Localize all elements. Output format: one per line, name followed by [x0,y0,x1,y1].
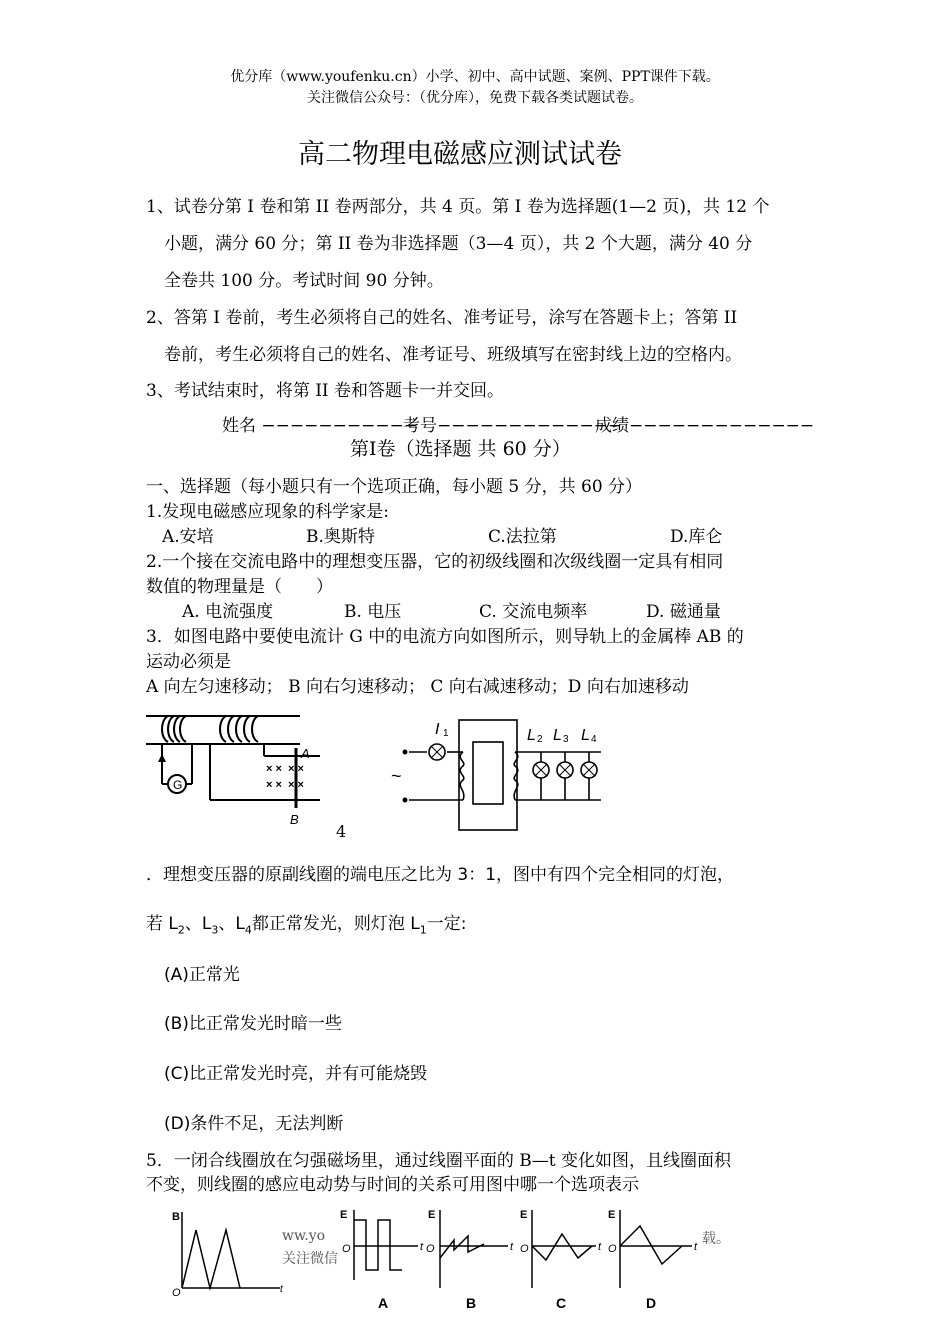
watermark-fragment: 关注微信 [282,1251,338,1267]
lamp-icon [557,762,573,778]
watermark-fragment: ww.yo [282,1228,326,1244]
score-field: 成绩−−−−−−−−−−−−− [595,416,815,436]
q3-options: A 向左匀速移动； B 向右匀速移动； C 向右减速移动；D 向右加速移动 [146,677,689,697]
axis-label-o: O [426,1243,435,1255]
q4-text: 都正常发光，则灯泡 L [251,914,420,934]
svg-text:× ×: × × [266,763,282,775]
page-title: 高二物理电磁感应测试试卷 [298,139,622,170]
l2-subscript: 2 [537,734,543,745]
q4-text: 、L [184,914,212,934]
q4-text: 、L [218,914,245,934]
q2-option-b: B. 电压 [344,602,402,622]
q1-option-d: D.库仑 [670,527,723,547]
question-4-number: 4 [336,822,347,841]
axis-label-t: t [598,1241,602,1253]
e-t-graphs [336,1206,706,1316]
rod-end-a-label: A [301,746,310,761]
q2-option-a: A. 电流强度 [182,602,274,622]
axis-label-t: t [420,1241,424,1253]
question-3-stem: 3．如图电路中要使电流计 G 中的电流方向如图所示，则导轨上的金属棒 AB 的 [146,627,744,647]
l4-label: L [581,727,590,744]
l4-subscript: 4 [591,734,597,745]
instruction-line: 全卷共 100 分。考试时间 90 分钟。 [164,271,444,291]
lamp-icon [429,744,445,760]
instruction-line: 卷前，考生必须将自己的姓名、准考证号、班级填写在密封线上边的空格内。 [164,345,742,365]
watermark-fragment: 载。 [702,1231,730,1247]
instruction-line: 2、答第 I 卷前，考生必须将自己的姓名、准考证号，涂写在答题卡上；答第 II [146,308,738,328]
l2-label: L [527,727,536,744]
q4-option-a: (A)正常光 [164,965,240,985]
question-1-stem: 1.发现电磁感应现象的科学家是: [146,502,389,522]
part-heading: 一、选择题（每小题只有一个选项正确，每小题 5 分，共 60 分） [146,477,643,497]
question-3-stem-cont: 运动必须是 [146,652,231,672]
question-4-stem-cont [146,909,466,936]
lamp-icon [533,762,549,778]
question-2-stem: 2.一个接在交流电路中的理想变压器，它的初级线圈和次级线圈一定具有相同 [146,552,724,572]
instruction-line: 小题，满分 60 分；第 II 卷为非选择题（3—4 页），共 2 个大题，满分 40 分 [164,234,753,254]
q2-option-d: D. 磁通量 [646,602,721,622]
instruction-line: 1、试卷分第 I 卷和第 II 卷两部分，共 4 页。第 I 卷为选择题(1—2 页)，共 12 个 [146,197,770,217]
question-2-stem-cont: 数值的物理量是（ ） [146,577,333,597]
q4-option-d: (D)条件不足，无法判断 [164,1114,344,1134]
q4-sub: 2 [177,923,185,937]
axis-label-o: O [608,1243,617,1255]
b-t-graph [170,1208,290,1298]
rod-end-b-label: B [290,812,299,827]
i1-label: I [435,721,440,738]
q4-option-b: (B)比正常发光时暗一些 [164,1014,342,1034]
q4-sub: 4 [244,923,252,937]
axis-label-e: E [340,1209,348,1221]
q4-sub: 1 [419,923,427,937]
q4-text: 一定: [426,914,467,934]
header-line-2: 关注微信公众号：（优分库），免费下载各类试题试卷。 [307,90,643,106]
axis-label-o: O [342,1243,351,1255]
l3-subscript: 3 [563,734,569,745]
lamp-icon [581,762,597,778]
i1-subscript: 1 [443,728,449,739]
axis-label-t: t [694,1241,698,1253]
svg-text:× ×: × × [288,763,304,775]
axis-label-e: E [608,1209,616,1221]
axis-label-o: O [520,1243,529,1255]
exam-number-field: 考号−−−−−−−−−−−−− [403,416,623,436]
graph-option-a-label: A [378,1295,389,1311]
q1-option-c: C.法拉第 [488,527,557,547]
axis-label-t: t [280,1284,283,1295]
q1-option-a: A.安培 [162,527,214,547]
question-4-stem: ．理想变压器的原副线圈的端电压之比为 3：1，图中有四个完全相同的灯泡， [146,865,735,885]
section-title: 第Ⅰ卷（选择题 共 60 分） [350,438,571,460]
galvanometer-label: G [173,778,183,792]
header-line-1: 优分库（www.youfenku.cn）小学、初中、高中试题、案例、PPT课件下载。 [230,69,720,85]
q4-text: 若 L [146,914,178,934]
graph-option-b-label: B [466,1295,477,1311]
transformer-lamps-figure [391,714,617,834]
svg-text:× ×: × × [266,779,282,791]
axis-label-o: O [172,1287,181,1299]
instruction-line: 3、考试结束时，将第 II 卷和答题卡一并交回。 [146,381,505,401]
ac-source-symbol: ~ [391,766,402,786]
q2-option-c: C. 交流电频率 [479,602,588,622]
q4-option-c: (C)比正常发光时亮，并有可能烧毁 [164,1064,428,1084]
question-5-stem-cont: 不变，则线圈的感应电动势与时间的关系可用图中哪一个选项表示 [146,1175,639,1195]
graph-option-c-label: C [556,1295,567,1311]
q1-option-b: B.奥斯特 [306,527,375,547]
axis-label-t: t [510,1241,514,1253]
graph-option-d-label: D [646,1295,657,1311]
question-5-stem: 5．一闭合线圈放在匀强磁场里，通过线圈平面的 B—t 变化如图，且线圈面积 [146,1151,731,1171]
l3-label: L [553,727,562,744]
axis-label-b: B [172,1211,180,1223]
axis-label-e: E [428,1209,436,1221]
axis-label-e: E [520,1209,528,1221]
svg-text:× ×: × × [288,779,304,791]
q4-sub: 3 [211,923,219,937]
name-field: 姓名 −−−−−−−−−−− [222,416,419,436]
